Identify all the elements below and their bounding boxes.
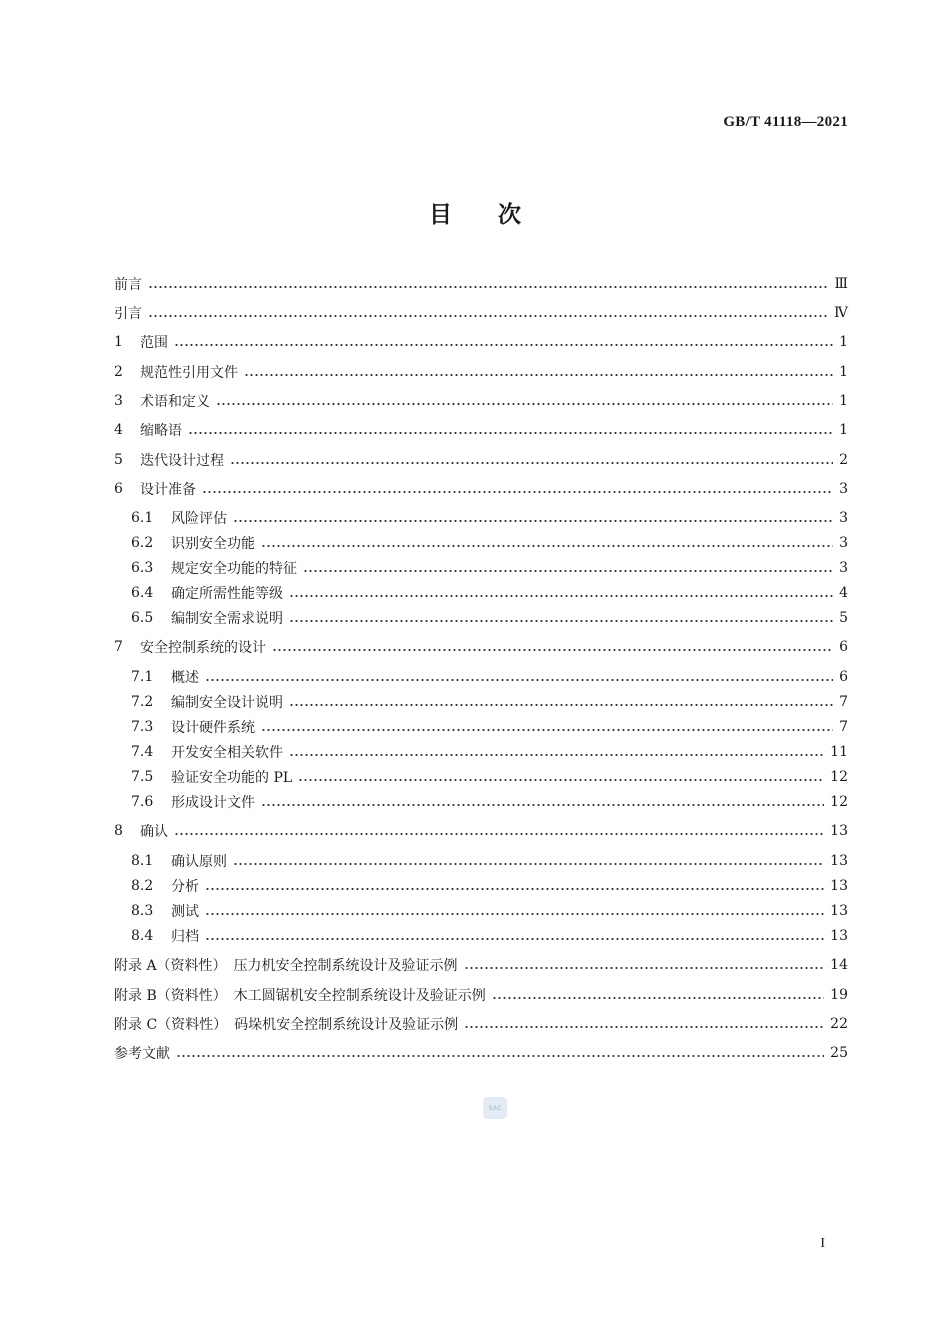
toc-entry-page: 1 xyxy=(839,364,848,380)
toc-entry-number: 8.3 xyxy=(131,903,154,919)
toc-entry-number: 6.1 xyxy=(131,510,154,526)
dot-leader xyxy=(272,649,833,651)
dot-leader xyxy=(216,403,833,405)
toc-entry-label-group xyxy=(131,717,255,737)
dot-leader xyxy=(233,520,833,522)
toc-entry[interactable] xyxy=(114,1012,848,1036)
toc-entry-label-group xyxy=(131,851,227,871)
toc-entry-label-group xyxy=(131,742,283,762)
toc-entry[interactable] xyxy=(114,448,848,472)
toc-entry[interactable] xyxy=(131,531,848,555)
toc-entry[interactable] xyxy=(131,874,848,898)
toc-entry-page: 3 xyxy=(839,535,848,551)
toc-entry-number: 7.2 xyxy=(131,694,154,710)
toc-entry-title: 确认 xyxy=(140,824,168,840)
toc-entry-label-group xyxy=(131,608,283,628)
toc-entry-title: 规定安全功能的特征 xyxy=(171,561,297,577)
toc-entry-page: 13 xyxy=(830,878,848,894)
toc-entry-page: 1 xyxy=(839,393,848,409)
toc-entry-label-group xyxy=(114,450,224,470)
toc-entry-label-group xyxy=(114,274,142,294)
toc-entry-page: 4 xyxy=(839,585,848,601)
toc-entry-number: 8 xyxy=(114,823,123,839)
dot-leader xyxy=(303,570,833,572)
dot-leader xyxy=(244,374,833,376)
dot-leader xyxy=(188,432,833,434)
toc-entry[interactable] xyxy=(114,418,848,442)
dot-leader xyxy=(230,462,833,464)
toc-entry-label-group xyxy=(114,479,196,499)
toc-entry-title: 规范性引用文件 xyxy=(140,365,238,381)
standard-code: GB/T 41118—2021 xyxy=(723,114,848,130)
dot-leader xyxy=(205,913,824,915)
toc-entry-title: 缩略语 xyxy=(140,423,182,439)
dot-leader xyxy=(205,679,833,681)
dot-leader xyxy=(298,779,824,781)
dot-leader xyxy=(289,595,833,597)
toc-entry[interactable] xyxy=(131,765,848,789)
toc-entry-label-group xyxy=(114,637,266,657)
toc-entry-title: 形成设计文件 xyxy=(171,795,255,811)
page-folio: I xyxy=(820,1236,825,1251)
toc-entry-label-group xyxy=(114,362,238,382)
toc-entry[interactable] xyxy=(114,983,848,1007)
toc-entry-page: 13 xyxy=(830,823,848,839)
toc-entry-page: Ⅳ xyxy=(834,305,848,321)
toc-entry-title: 安全控制系统的设计 xyxy=(140,640,266,656)
toc-entry-page: 19 xyxy=(830,987,848,1003)
toc-entry-label-group xyxy=(114,391,210,411)
toc-entry-label-group xyxy=(114,303,142,323)
toc-entry-title: 分析 xyxy=(171,879,199,895)
toc-entry-title: 编制安全设计说明 xyxy=(171,695,283,711)
toc-entry-number: 6.3 xyxy=(131,560,154,576)
toc-entry-number: 6 xyxy=(114,481,123,497)
toc-entry[interactable] xyxy=(114,953,848,977)
toc-entry-number: 8.4 xyxy=(131,928,154,944)
toc-entry-title: 设计硬件系统 xyxy=(171,720,255,736)
toc-entry[interactable] xyxy=(131,690,848,714)
toc-entry[interactable] xyxy=(131,606,848,630)
toc-entry-number: 4 xyxy=(114,422,123,438)
toc-entry-title: 测试 xyxy=(171,904,199,920)
dot-leader xyxy=(464,967,825,969)
toc-entry-title: 附录 B（资料性） 木工圆锯机安全控制系统设计及验证示例 xyxy=(114,988,486,1004)
toc-entry-number: 7.5 xyxy=(131,769,154,785)
dot-leader xyxy=(148,286,828,288)
toc-entry-label-group xyxy=(131,876,199,896)
toc-entry[interactable] xyxy=(131,506,848,530)
toc-entry-title: 识别安全功能 xyxy=(171,536,255,552)
toc-entry-title: 迭代设计过程 xyxy=(140,453,224,469)
toc-entry[interactable] xyxy=(131,665,848,689)
toc-entry-title: 验证安全功能的 PL xyxy=(171,770,293,786)
toc-entry[interactable] xyxy=(131,849,848,873)
dot-leader xyxy=(205,938,824,940)
toc-entry[interactable] xyxy=(114,272,848,296)
toc-entry-label-group xyxy=(131,583,283,603)
toc-entry-number: 7 xyxy=(114,639,123,655)
toc-entry-label-group xyxy=(131,926,199,946)
toc-entry-label-group xyxy=(114,955,458,975)
dot-leader xyxy=(202,491,833,493)
watermark-text: SAC xyxy=(488,1104,502,1112)
toc-entry[interactable] xyxy=(131,899,848,923)
toc-entry-number: 6.2 xyxy=(131,535,154,551)
toc-entry-title: 前言 xyxy=(114,277,142,293)
toc-entry-number: 8.2 xyxy=(131,878,154,894)
toc-entry[interactable] xyxy=(114,477,848,501)
dot-leader xyxy=(205,888,824,890)
toc-entry-page: 14 xyxy=(830,957,848,973)
toc-entry[interactable] xyxy=(114,819,848,843)
toc-entry-page: 7 xyxy=(839,719,848,735)
toc-entry-number: 8.1 xyxy=(131,853,154,869)
dot-leader xyxy=(261,545,833,547)
toc-entry-label-group xyxy=(131,508,227,528)
toc-entry-label-group xyxy=(114,1014,458,1034)
toc-entry-page: 11 xyxy=(830,744,848,760)
toc-entry[interactable] xyxy=(114,389,848,413)
toc-entry-page: 3 xyxy=(839,510,848,526)
dot-leader xyxy=(289,620,833,622)
toc-entry-page: 12 xyxy=(830,769,848,785)
toc-title: 目 次 xyxy=(429,202,521,228)
toc-entry-page: 13 xyxy=(830,928,848,944)
toc-entry-title: 确认原则 xyxy=(171,854,227,870)
toc-entry-number: 1 xyxy=(114,334,123,350)
toc-entry-number: 2 xyxy=(114,364,123,380)
toc-entry-label-group xyxy=(114,821,168,841)
dot-leader xyxy=(289,754,824,756)
toc-entry-label-group xyxy=(131,792,255,812)
toc-entry-title: 确定所需性能等级 xyxy=(171,586,283,602)
toc-entry-label-group xyxy=(131,533,255,553)
toc-entry[interactable] xyxy=(114,635,848,659)
toc-entry-number: 7.1 xyxy=(131,669,154,685)
toc-entry-label-group xyxy=(131,667,199,687)
toc-entry-page: 13 xyxy=(830,903,848,919)
toc-entry-page: 5 xyxy=(839,610,848,626)
toc-entry-title: 编制安全需求说明 xyxy=(171,611,283,627)
toc-entry-title: 概述 xyxy=(171,670,199,686)
toc-entry-page: Ⅲ xyxy=(834,276,848,292)
sac-watermark xyxy=(483,1097,507,1119)
toc-entry[interactable] xyxy=(114,360,848,384)
toc-entry-page: 12 xyxy=(830,794,848,810)
toc-entry[interactable] xyxy=(131,556,848,580)
toc-entry-label-group xyxy=(131,558,297,578)
dot-leader xyxy=(464,1026,824,1028)
toc-entry-number: 6.5 xyxy=(131,610,154,626)
toc-entry-title: 参考文献 xyxy=(114,1046,170,1062)
toc-entry-number: 7.6 xyxy=(131,794,154,810)
dot-leader xyxy=(148,315,828,317)
toc-entry-label-group xyxy=(114,332,168,352)
toc-entry[interactable] xyxy=(131,924,848,948)
toc-entry-label-group xyxy=(114,1043,170,1063)
dot-leader xyxy=(492,997,824,999)
toc-entry-page: 7 xyxy=(839,694,848,710)
dot-leader xyxy=(289,704,833,706)
dot-leader xyxy=(261,804,824,806)
dot-leader xyxy=(174,833,824,835)
dot-leader xyxy=(261,729,833,731)
toc-entry-page: 1 xyxy=(839,334,848,350)
toc-entry-number: 5 xyxy=(114,452,123,468)
toc-entry-label-group xyxy=(131,901,199,921)
toc-entry-number: 7.4 xyxy=(131,744,154,760)
toc-entry-page: 3 xyxy=(839,481,848,497)
toc-entry-title: 附录 C（资料性） 码垛机安全控制系统设计及验证示例 xyxy=(114,1017,459,1033)
toc-entry-number: 7.3 xyxy=(131,719,154,735)
toc-entry-label-group xyxy=(114,420,182,440)
dot-leader xyxy=(176,1055,824,1057)
toc-entry-page: 6 xyxy=(839,639,848,655)
toc-entry-title: 设计准备 xyxy=(140,482,196,498)
toc-entry-label-group xyxy=(131,767,292,787)
dot-leader xyxy=(233,863,824,865)
toc-entry-page: 13 xyxy=(830,853,848,869)
toc-entry[interactable] xyxy=(131,715,848,739)
toc-entry-number: 6.4 xyxy=(131,585,154,601)
toc-entry-title: 附录 A（资料性） 压力机安全控制系统设计及验证示例 xyxy=(114,958,458,974)
toc-entry-title: 范围 xyxy=(140,335,168,351)
toc-entry-label-group xyxy=(131,692,283,712)
dot-leader xyxy=(174,344,833,346)
toc-entry-page: 1 xyxy=(839,422,848,438)
toc-entry[interactable] xyxy=(114,301,848,325)
toc-entry[interactable] xyxy=(131,790,848,814)
toc-entry-page: 22 xyxy=(830,1016,848,1032)
toc-entry[interactable] xyxy=(114,330,848,354)
toc-entry[interactable] xyxy=(131,581,848,605)
toc-entry-title: 术语和定义 xyxy=(140,394,210,410)
toc-entry-title: 引言 xyxy=(114,306,142,322)
toc-entry-page: 6 xyxy=(839,669,848,685)
toc-entry-label-group xyxy=(114,985,486,1005)
toc-entry-page: 3 xyxy=(839,560,848,576)
toc-entry-title: 归档 xyxy=(171,929,199,945)
toc-entry[interactable] xyxy=(131,740,848,764)
toc-entry-title: 开发安全相关软件 xyxy=(171,745,283,761)
toc-entry-title: 风险评估 xyxy=(171,511,227,527)
toc-entry-page: 25 xyxy=(830,1045,848,1061)
toc-entry-page: 2 xyxy=(839,452,848,468)
toc-entry[interactable] xyxy=(114,1041,848,1065)
toc-entry-number: 3 xyxy=(114,393,123,409)
